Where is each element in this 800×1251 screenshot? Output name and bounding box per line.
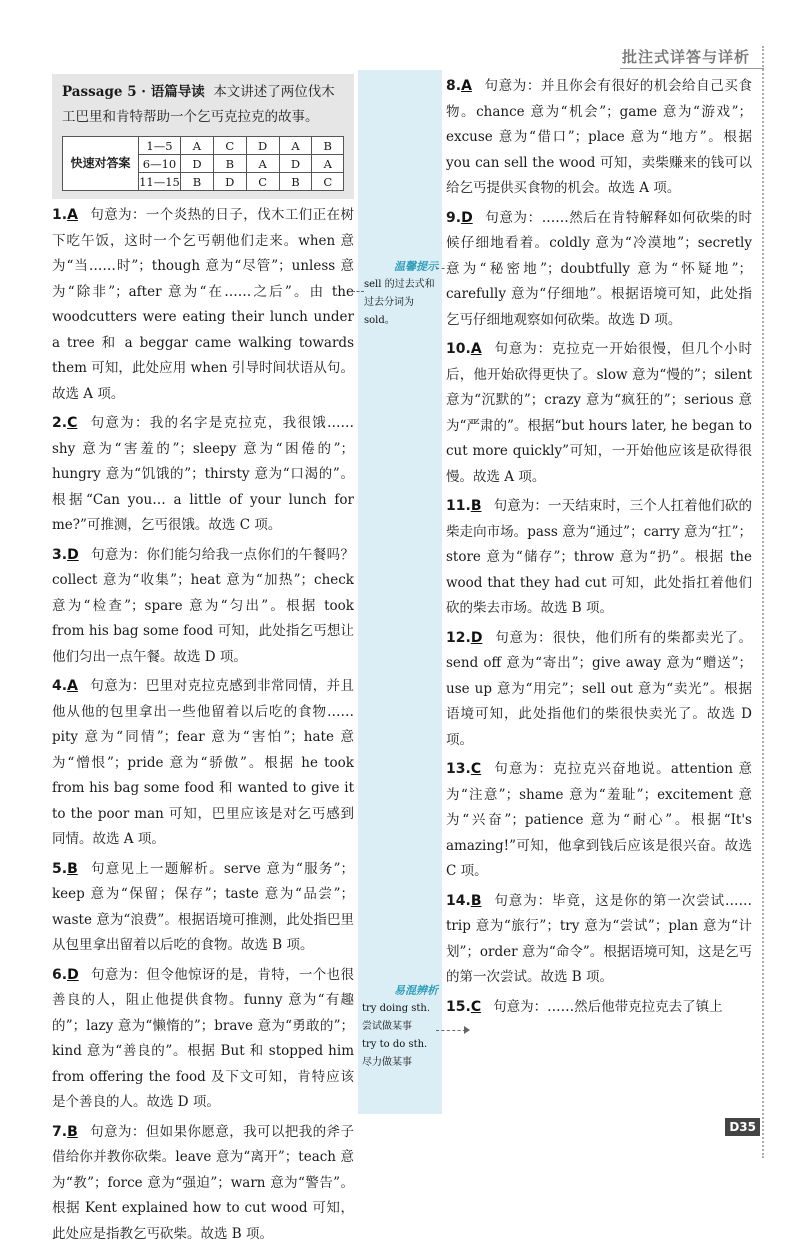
explanation-text: 句意为：一个炎热的日子，伐木工们正在树下吃午饭，这时一个乞丐朝他们走来。when 意为“当……时”；though 意为“尽管”；unless 意为“除非”；after 意为“在……之后”。由 the woodcutters were eating their lunch under a tree 和 a beggar came walking towards them 可知，此处应用 when 引导时间状语从句。故选 A 项。 [52,207,354,402]
question-number: 15. [446,998,471,1015]
question-number: 1. [52,207,68,223]
warm-tip-connector-left [352,291,364,292]
question-answer: B [470,892,482,909]
margin-note-band [358,70,442,1114]
answer-item-14 [446,889,752,991]
question-number: 10. [446,341,471,357]
question-number: 12. [446,629,471,646]
answer-cell: B [213,155,246,173]
answer-cell: B [181,173,214,191]
explanation-text: 句意为：克拉克兴奋地说。attention 意为“注意”；shame 意为“羞耻”；excitement 意为“兴奋”；patience 意为“耐心”。根据“It's amazing!”可知，他拿到钱后应该是很兴奋。故选 C 项。 [446,761,752,879]
question-answer: B [67,1123,78,1140]
explanation-text: 句意为：……然后在肯特解释如何砍柴的时候仔细地看着。coldly 意为“冷漠地”；secretly 意为“秘密地”；doubtfully 意为“怀疑地”；carefully 意为“仔细地”。根据语境可知，此处指乞丐仔细地观察如何砍柴。故选 D 项。 [446,209,752,328]
warm-tip-title: 温馨提示 [394,260,438,273]
passage-summary-box [52,74,354,199]
answer-item-9 [446,206,752,334]
answer-item-15 [446,995,752,1021]
answer-cell: D [181,155,214,173]
answer-item-7 [52,1120,354,1248]
answer-range: 1—5 [139,137,181,155]
answer-item-1 [52,203,354,407]
question-answer: D [67,546,79,563]
answer-cell: A [279,137,312,155]
question-number: 9. [446,209,462,226]
question-number: 4. [52,678,68,694]
answer-cell: B [279,173,312,191]
answer-cell: B [312,137,344,155]
question-answer: C [470,998,482,1015]
question-answer: D [461,209,473,226]
question-number: 11. [446,498,471,514]
confusable-line: try doing sth. [362,1003,431,1014]
answer-item-11 [446,494,752,622]
passage-intro [62,80,344,130]
answer-cell: A [181,137,214,155]
question-answer: D [67,966,79,983]
arrow-icon [464,1026,470,1034]
answer-cell: C [246,173,279,191]
question-number: 8. [446,78,462,94]
confusable-note [362,982,442,1072]
question-answer: B [67,860,78,877]
page-edge-rule [762,46,764,1158]
answer-cell: D [279,155,312,173]
question-answer: C [67,415,78,431]
answer-item-5 [52,857,354,959]
left-column [52,74,354,1251]
table-row [63,137,344,155]
warm-tip-text: sell 的过去式和过去分词为 sold。 [364,279,435,326]
explanation-text: 句意为：很快，他们所有的柴都卖光了。send off 意为“寄出”；give away 意为“赠送”；use up 意为“用完”；sell out 意为“卖光”。根据语境可知，此处指他们的柴很快卖光了。故选 D 项。 [446,629,752,748]
warm-tip-connector-right [436,268,456,269]
answer-item-12 [446,626,752,754]
explanation-text: 句意为：但令他惊讶的是，肯特，一个也很善良的人，阻止他提供食物。funny 意为“有趣的”；lazy 意为“懒惰的”；brave 意为“勇敢的”；kind 意为“善良的”。根据 But 和 stopped him from offering the food 及下文可知，肯特应该是个善良的人。故选 D 项。 [52,966,354,1110]
question-answer: A [67,207,78,223]
question-answer: A [461,78,472,94]
confusable-connector [436,1030,466,1031]
page-number-badge: D35 [725,1118,760,1136]
passage-intro-text: 本文讲述了两位伐木工巴里和肯特帮助一个乞丐克拉克的故事。 [62,84,335,125]
explanation-text: 句意为：并且你会有很好的机会给自己买食物。chance 意为“机会”；game 意为“游戏”；excuse 意为“借口”；place 意为“地方”。根据 you can sell the wood 可知，卖柴赚来的钱可以给乞丐提供买食物的机会。故选 A 项。 [446,78,752,196]
answer-item-13 [446,757,752,885]
answer-item-4 [52,674,354,853]
question-number: 3. [52,546,68,563]
answer-range: 6—10 [139,155,181,173]
explanation-text: 句意为：毕竟，这是你的第一次尝试…… trip 意为“旅行”；try 意为“尝试”；plan 意为“计划”；order 意为“命令”。根据语境可知，这是乞丐的第一次尝试。故选 B 项。 [446,892,752,985]
explanation-text: 句意见上一题解析。serve 意为“服务”；keep 意为“保留；保存”；taste 意为“品尝”；waste 意为“浪费”。根据语境可推测，此处指巴里从包里拿出留着以后吃的食物。故选 B 项。 [52,860,354,953]
answer-range: 11—15 [139,174,180,189]
question-number: 6. [52,966,68,983]
answer-cell: C [312,173,344,191]
question-number: 13. [446,761,471,777]
quick-answer-table [62,136,344,191]
confusable-line: 尝试做某事 [362,1021,412,1032]
explanation-text: 句意为：巴里对克拉克感到非常同情，并且他从他的包里拿出一些他留着以后吃的食物…… pity 意为“同情”；fear 意为“害怕”；hate 意为“憎恨”；pride 意为“骄傲”。根据 he took from his bag some food 和 wanted to give it to the poor man 可知，巴里应该是对乞丐感到同情。故选 A 项。 [52,678,354,847]
question-number: 2. [52,415,68,431]
question-answer: D [470,629,483,646]
question-answer: C [470,761,482,777]
right-column [446,74,752,1024]
quick-answer-label: 快速对答案 [63,137,139,191]
answer-cell: D [246,137,279,155]
passage-title: Passage 5 · 语篇导读 [62,84,205,100]
question-number: 7. [52,1123,68,1140]
header-rule [620,68,764,69]
page-header-title: 批注式详答与详析 [621,48,750,66]
warm-tip-note [362,258,442,330]
question-answer: A [470,341,482,357]
explanation-text: 句意为：但如果你愿意，我可以把我的斧子借给你并教你砍柴。leave 意为“离开”；teach 意为“教”；force 意为“强迫”；warn 意为“警告”。根据 Kent explained how to cut wood 可知，此处应是指教乞丐砍柴。故选 B 项。 [52,1123,354,1242]
answer-item-6 [52,963,354,1116]
answer-cell: A [312,155,344,173]
question-answer: B [470,498,482,514]
confusable-line: 尽力做某事 [362,1057,412,1068]
explanation-text: 句意为：……然后他带克拉克去了镇上 [493,998,723,1015]
answer-item-8 [446,74,752,202]
explanation-text: 句意为：你们能匀给我一点你们的午餐吗？collect 意为“收集”；heat 意为“加热”；check 意为“检查”；spare 意为“匀出”。根据 took from his bag some food 可知，此处指乞丐想让他们匀出一点午餐。故选 D 项。 [52,546,354,665]
question-number: 14. [446,892,471,909]
confusable-line: try to do sth. [362,1039,428,1050]
explanation-text: 句意为：克拉克一开始很慢，但几个小时后，他开始砍得更快了。slow 意为“慢的”；silent 意为“沉默的”；crazy 意为“疯狂的”；serious 意为“严肃的”。根据“but hours later, he began to cut more quickly”可知，一开始他应该是砍得很慢。故选 A 项。 [446,341,752,485]
question-answer: A [67,678,78,694]
answer-item-2 [52,411,354,539]
question-number: 5. [52,860,68,877]
answer-cell: D [213,173,246,191]
answer-cell: C [213,137,246,155]
answer-cell: A [246,155,279,173]
answer-item-10 [446,337,752,490]
explanation-text: 句意为：我的名字是克拉克，我很饿…… shy 意为“害羞的”；sleepy 意为“困倦的”；hungry 意为“饥饿的”；thirsty 意为“口渴的”。根据“Can you… a little of your lunch for me?”可推测，乞丐很饿。故选 C 项。 [52,415,354,533]
explanation-text: 句意为：一天结束时，三个人扛着他们砍的柴走向市场。pass 意为“通过”；carry 意为“扛”；store 意为“储存”；throw 意为“扔”。根据 the wood that they had cut 可知，此处指扛着他们砍的柴去市场。故选 B 项。 [446,498,752,616]
confusable-title: 易混辨析 [394,984,438,997]
answer-item-3 [52,543,354,671]
